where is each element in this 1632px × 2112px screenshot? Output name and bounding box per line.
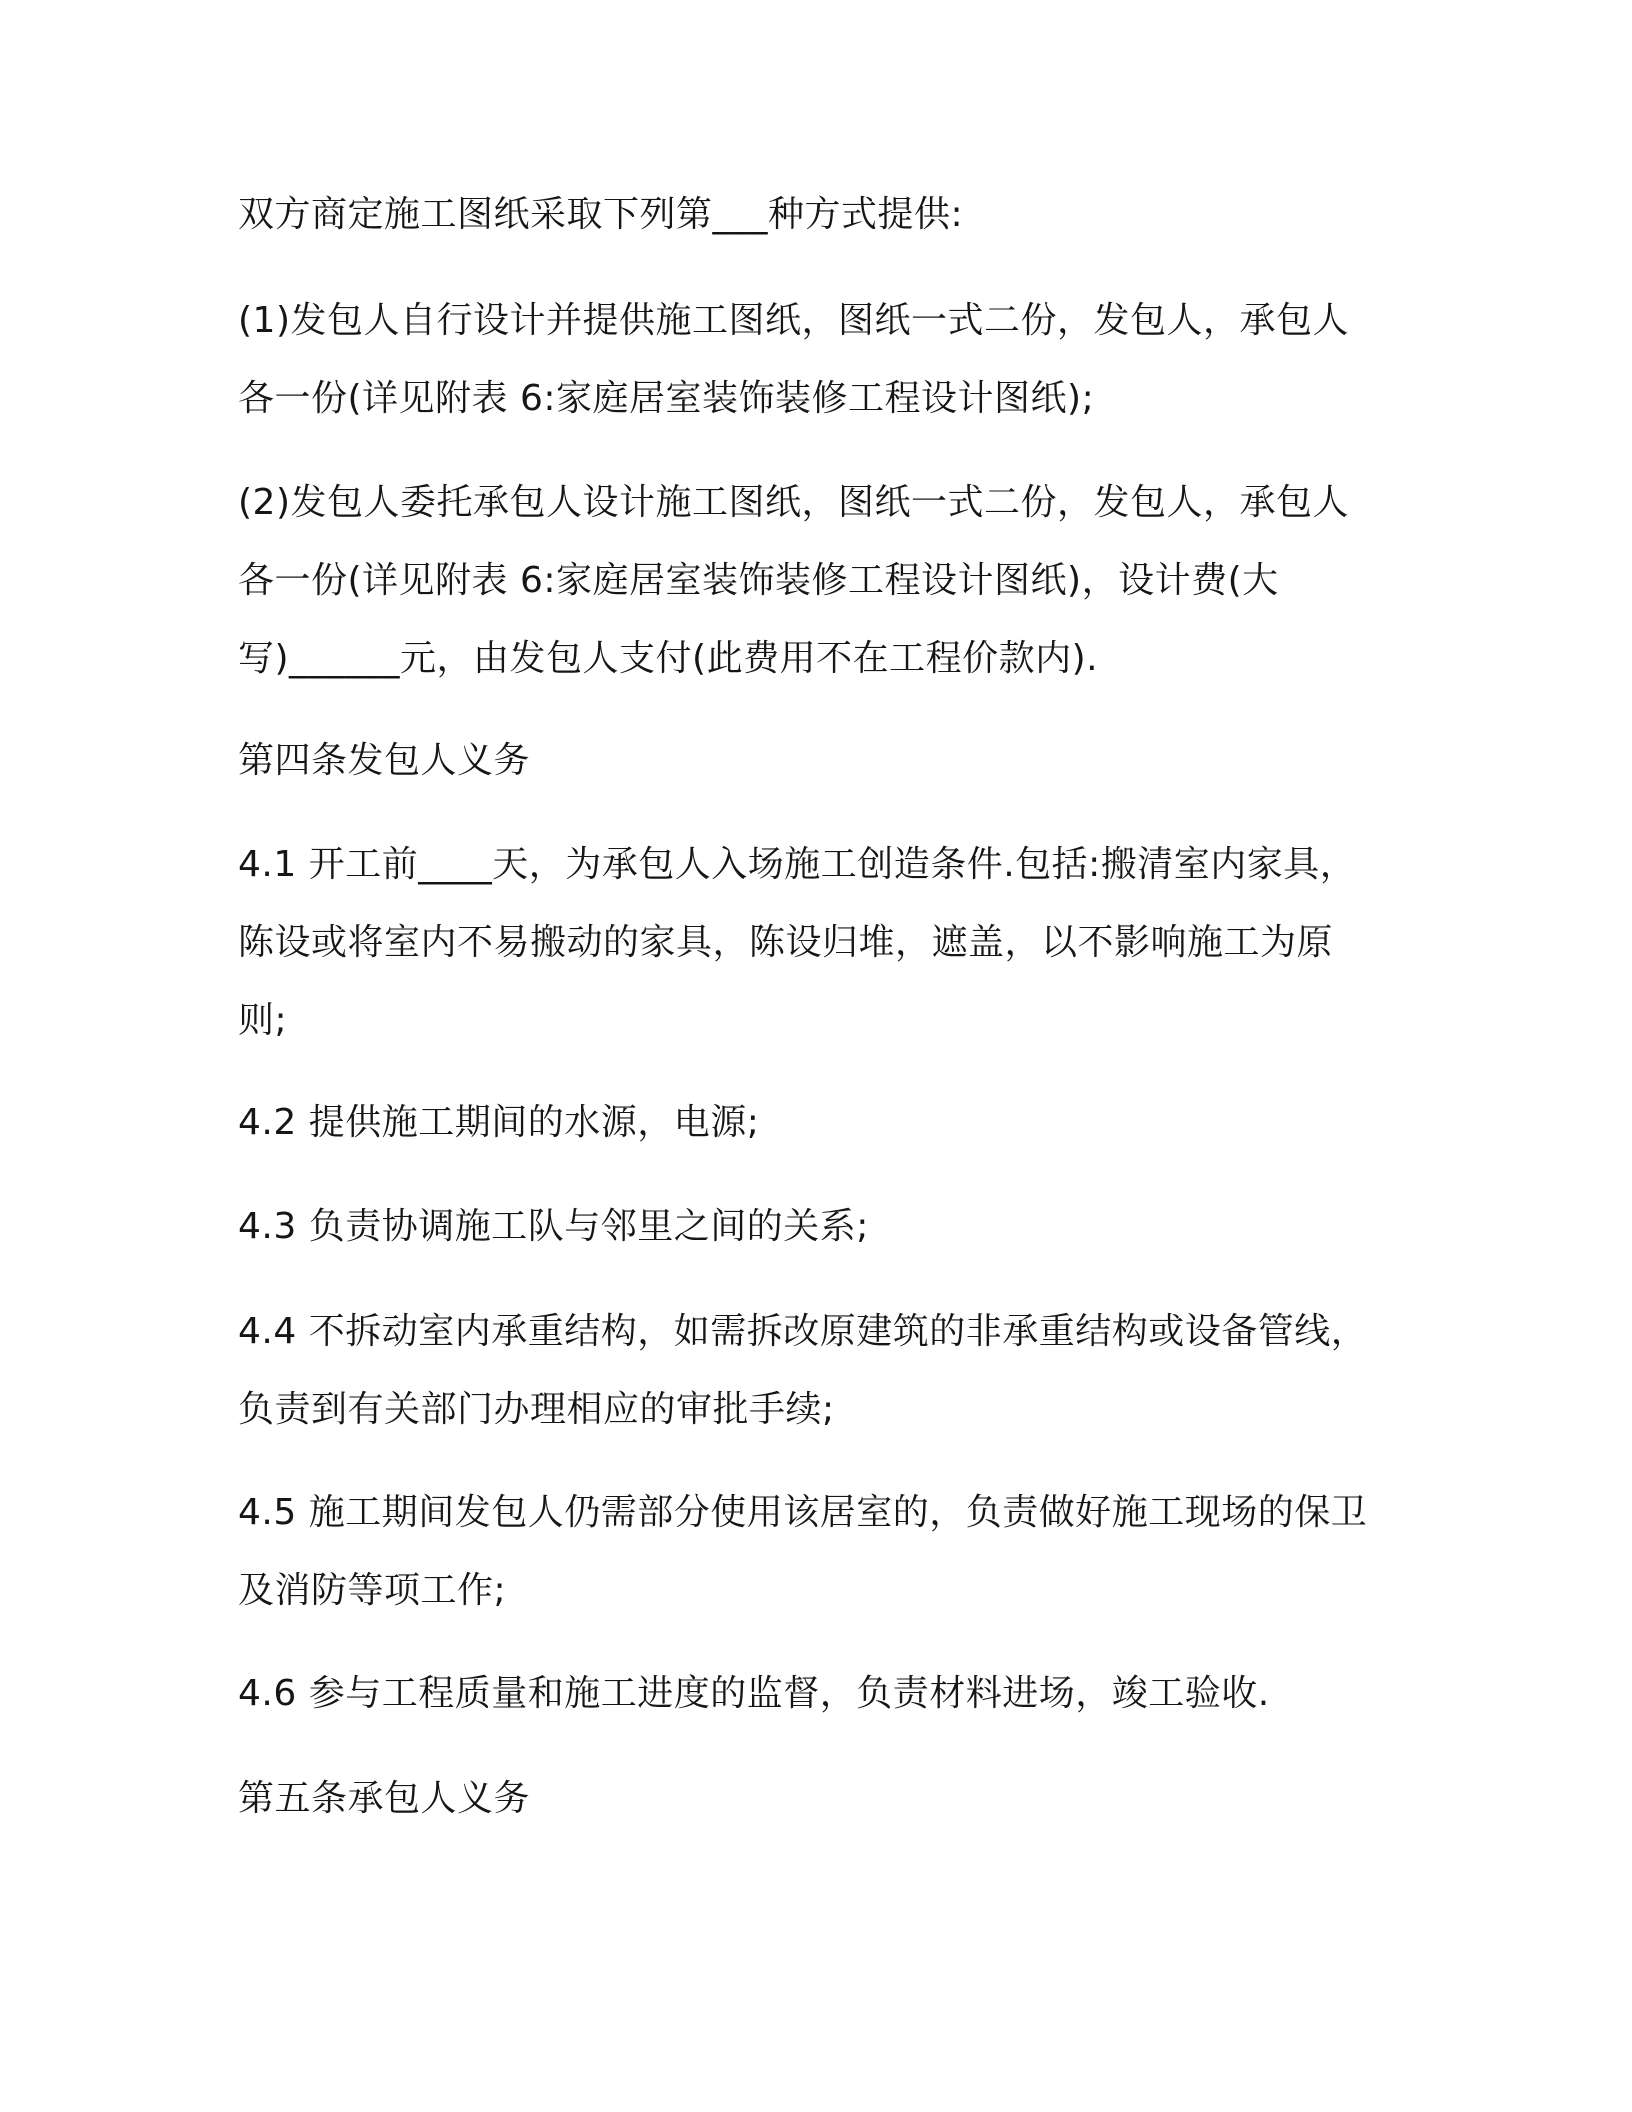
text-line: 写)______元，由发包人支付(此费用不在工程价款内). (238, 638, 1099, 679)
text-line: 负责到有关部门办理相应的审批手续; (238, 1389, 835, 1430)
text-line: 4.5 施工期间发包人仍需部分使用该居室的，负责做好施工现场的保卫 (238, 1492, 1368, 1533)
paragraph-option-1 (238, 282, 1398, 438)
text-line: 各一份(详见附表 6:家庭居室装饰装修工程设计图纸); (238, 378, 1095, 419)
clause-4-5 (238, 1474, 1398, 1630)
text-line: 第五条承包人义务 (238, 1778, 531, 1819)
clause-4-2 (238, 1084, 1398, 1162)
clause-4-4 (238, 1293, 1398, 1449)
text-line: 第四条发包人义务 (238, 740, 531, 781)
text-line: 4.2 提供施工期间的水源，电源; (238, 1102, 760, 1143)
text-line: 4.4 不拆动室内承重结构，如需拆改原建筑的非承重结构或设备管线， (238, 1311, 1368, 1352)
text-line: 4.6 参与工程质量和施工进度的监督，负责材料进场，竣工验收. (238, 1673, 1270, 1714)
text-line: 陈设或将室内不易搬动的家具，陈设归堆，遮盖，以不影响施工为原 (238, 922, 1334, 963)
text-line: 及消防等项工作; (238, 1570, 507, 1611)
text-line: 4.1 开工前____天，为承包人入场施工创造条件.包括:搬清室内家具， (238, 844, 1357, 885)
clause-4-3 (238, 1188, 1398, 1266)
section-heading-article-4 (238, 722, 1398, 800)
text-line: 各一份(详见附表 6:家庭居室装饰装修工程设计图纸)，设计费(大 (238, 560, 1279, 601)
text-line: (1)发包人自行设计并提供施工图纸，图纸一式二份，发包人，承包人 (238, 300, 1349, 341)
section-heading-article-5 (238, 1760, 1398, 1838)
text-line: (2)发包人委托承包人设计施工图纸，图纸一式二份，发包人，承包人 (238, 482, 1349, 523)
text-line: 双方商定施工图纸采取下列第___种方式提供: (238, 194, 964, 235)
text-line: 则; (238, 1000, 288, 1041)
paragraph-drawing-method (238, 176, 1398, 254)
clause-4-1 (238, 826, 1398, 1060)
paragraph-option-2 (238, 464, 1398, 698)
clause-4-6 (238, 1655, 1398, 1733)
text-line: 4.3 负责协调施工队与邻里之间的关系; (238, 1206, 869, 1247)
